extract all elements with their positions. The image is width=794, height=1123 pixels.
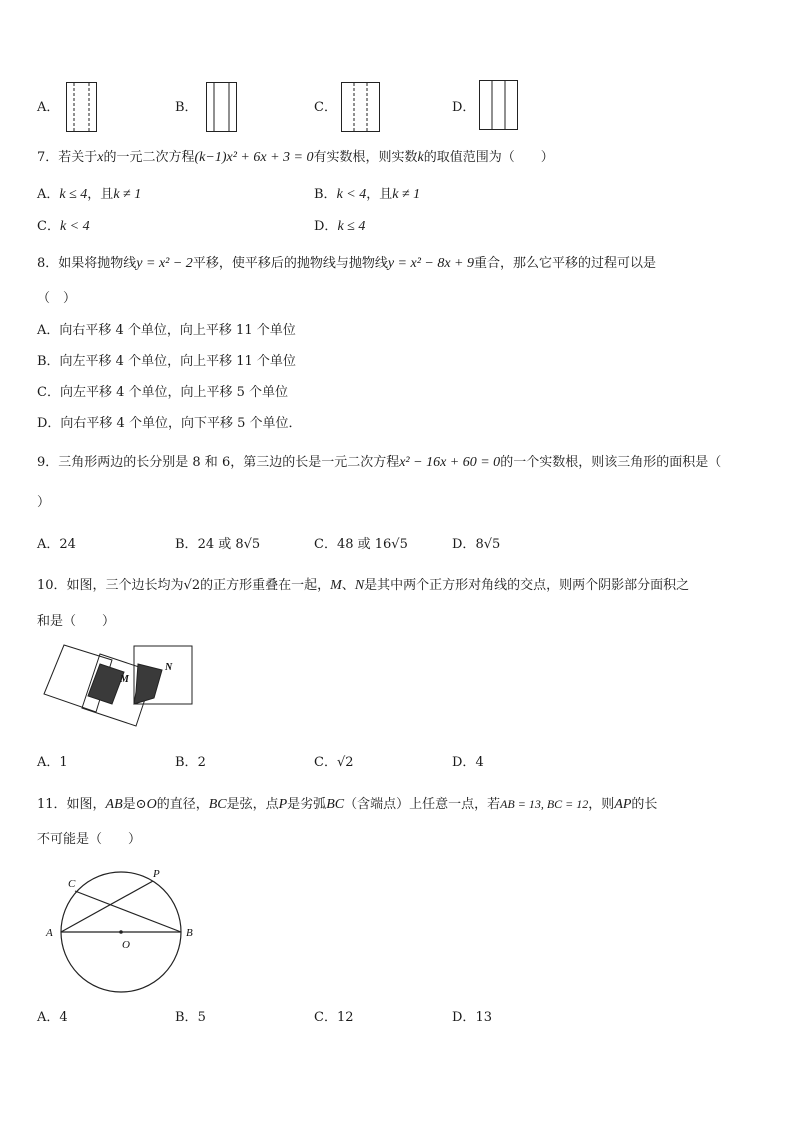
q6-option-b-figure[interactable] xyxy=(206,82,238,132)
q11-t1: 是⊙ xyxy=(122,797,147,812)
q8-option-d[interactable]: D．向右平移 4 个单位，向下平移 5 个单位． xyxy=(37,416,302,431)
q11-option-d-label: D． xyxy=(452,1010,476,1025)
q10-stem-post: 是其中两个正方形对角线的交点，则两个阴影部分面积之 xyxy=(364,578,690,593)
q9-option-a[interactable] xyxy=(37,536,76,554)
q9-option-d[interactable] xyxy=(452,536,500,554)
q11-option-c[interactable] xyxy=(314,1009,354,1027)
q11-stem-pre: 11．如图， xyxy=(37,797,106,812)
q11-arc-bc: BC xyxy=(326,797,345,812)
q10-var-m: M xyxy=(330,578,342,593)
q7-option-b-math2: k ≠ 1 xyxy=(392,187,421,202)
q6-option-a-figure[interactable] xyxy=(66,82,98,132)
q7-option-b[interactable] xyxy=(314,186,420,204)
q7-option-b-text: ，且 xyxy=(366,187,393,202)
q10-option-a-text: 1 xyxy=(59,755,68,770)
q11-var-p: P xyxy=(278,797,288,812)
q11-option-a[interactable] xyxy=(37,1009,68,1027)
q10-option-b[interactable] xyxy=(175,754,206,772)
q10-stem-mid: 的正方形重叠在一起， xyxy=(200,578,331,593)
q7-option-c-math: k < 4 xyxy=(59,219,90,234)
q11-option-c-label: C． xyxy=(314,1010,337,1025)
q8-eq1: y = x² − 2 xyxy=(136,256,193,271)
q11-var-bc: BC xyxy=(208,797,227,812)
q11-label-c: C xyxy=(68,878,76,890)
q11-figure xyxy=(40,866,210,1001)
q8-eq2: y = x² − 8x + 9 xyxy=(387,256,475,271)
q10-fig-label-m: M xyxy=(120,674,129,685)
q9-option-a-text: 24 xyxy=(59,537,76,552)
q10-option-a[interactable] xyxy=(37,754,68,772)
q11-t2: 的直径， xyxy=(156,797,209,812)
q11-t5: （含端点）上任意一点，若 xyxy=(344,797,501,812)
q10-shaded-region-left xyxy=(88,664,124,704)
q11-t6: ，则 xyxy=(588,797,615,812)
q10-stem-pre: 10．如图，三个边长均为 xyxy=(37,578,184,593)
q9-stem-pre: 9．三角形两边的长分别是 8 和 6，第三边的长是一元二次方程 xyxy=(37,455,400,470)
q7-stem xyxy=(37,149,554,167)
q7-option-c-label: C． xyxy=(37,219,60,234)
q11-option-a-text: 4 xyxy=(59,1010,68,1025)
q11-option-c-text: 12 xyxy=(336,1010,354,1025)
q10-option-d-label: D． xyxy=(452,755,476,770)
q10-sqrt2: √2 xyxy=(183,578,201,593)
q9-option-b[interactable] xyxy=(175,536,260,554)
q7-option-b-math: k < 4 xyxy=(336,187,367,202)
q9-stem xyxy=(37,454,721,472)
q11-stem-line2: 不可能是（ ） xyxy=(37,832,142,847)
q8-stem-pre: 8．如果将抛物线 xyxy=(37,256,137,271)
q10-option-b-text: 2 xyxy=(197,755,206,770)
q11-given: AB = 13, BC = 12 xyxy=(500,797,589,811)
q10-stem xyxy=(37,577,689,595)
q8-paren: （ ） xyxy=(37,291,77,306)
q11-t4: 是劣弧 xyxy=(287,797,327,812)
q10-option-d-text: 4 xyxy=(475,755,484,770)
q8-stem-mid: 平移，使平移后的抛物线与抛物线 xyxy=(192,256,388,271)
q9-equation: x² − 16x + 60 = 0 xyxy=(399,455,501,470)
q7-option-d[interactable] xyxy=(314,218,365,236)
q11-var-ap: AP xyxy=(614,797,632,812)
q11-stem xyxy=(37,795,657,814)
q7-option-b-label: B． xyxy=(314,187,337,202)
q6-option-d-figure[interactable] xyxy=(479,80,519,130)
q6-option-c-figure[interactable] xyxy=(341,82,381,132)
q7-option-a-label: A． xyxy=(37,187,60,202)
q10-var-n: N xyxy=(354,578,365,593)
q9-option-d-text: 8√5 xyxy=(475,537,501,552)
q7-var-x: x xyxy=(97,150,104,165)
q7-stem-mid2: 有实数根，则实数 xyxy=(313,150,418,165)
q8-stem-post: 重合，那么它平移的过程可以是 xyxy=(474,256,657,271)
q11-var-ab: AB xyxy=(105,797,123,812)
q9-option-c-text: 48 或 16√5 xyxy=(336,537,408,552)
q11-var-o: O xyxy=(146,797,157,812)
q11-option-d[interactable] xyxy=(452,1009,492,1027)
q7-var-k: k xyxy=(417,150,424,165)
q11-t7: 的长 xyxy=(631,797,658,812)
q9-option-c-label: C． xyxy=(314,537,337,552)
q6-option-a-label[interactable]: A． xyxy=(37,100,60,115)
q7-stem-mid: 的一元二次方程 xyxy=(103,150,195,165)
q9-option-b-text: 24 或 8√5 xyxy=(197,537,261,552)
q7-option-d-label: D． xyxy=(314,219,338,234)
q7-option-a-math2: k ≠ 1 xyxy=(113,187,142,202)
q10-shaded-region-right xyxy=(134,664,162,704)
q10-option-b-label: B． xyxy=(175,755,198,770)
q10-fig-label-n: N xyxy=(165,662,173,673)
q9-stem-post: 的一个实数根，则该三角形的面积是（ xyxy=(500,455,722,470)
q7-stem-pre: 7．若关于 xyxy=(37,150,98,165)
q8-option-c[interactable]: C．向左平移 4 个单位，向上平移 5 个单位 xyxy=(37,385,289,400)
q7-stem-post: 的取值范围为（ ） xyxy=(423,150,554,165)
q11-chord-bc xyxy=(75,891,181,932)
q11-option-b-text: 5 xyxy=(197,1010,206,1025)
q11-label-b: B xyxy=(186,927,193,939)
q7-option-d-math: k ≤ 4 xyxy=(337,219,366,234)
q6-option-c-label[interactable]: C． xyxy=(314,100,337,115)
q11-label-a: A xyxy=(46,927,53,939)
q11-label-o: O xyxy=(122,939,130,951)
q8-stem xyxy=(37,255,656,273)
q9-option-d-label: D． xyxy=(452,537,476,552)
q10-stem-line2: 和是（ ） xyxy=(37,614,116,629)
q11-option-b-label: B． xyxy=(175,1010,198,1025)
q9-option-c[interactable] xyxy=(314,536,408,554)
q7-option-a-math: k ≤ 4 xyxy=(59,187,88,202)
q9-option-a-label: A． xyxy=(37,537,60,552)
q11-option-a-label: A． xyxy=(37,1010,60,1025)
q8-option-b[interactable]: B．向左平移 4 个单位，向上平移 11 个单位 xyxy=(37,354,296,369)
q11-center-point xyxy=(119,930,123,934)
q10-sep: 、 xyxy=(341,578,355,593)
q11-option-d-text: 13 xyxy=(475,1010,492,1025)
q7-option-a[interactable] xyxy=(37,186,141,204)
q9-close-paren: ） xyxy=(37,495,51,510)
q10-option-c-label: C． xyxy=(314,755,337,770)
q9-option-b-label: B． xyxy=(175,537,198,552)
q7-equation: (k−1)x² + 6x + 3 = 0 xyxy=(194,150,314,165)
q10-option-c[interactable] xyxy=(314,754,354,772)
q10-figure xyxy=(40,642,195,732)
q11-label-p: P xyxy=(153,868,160,880)
q10-option-a-label: A． xyxy=(37,755,60,770)
q6-option-d-label[interactable]: D． xyxy=(452,100,476,115)
q11-option-b[interactable] xyxy=(175,1009,206,1027)
q7-option-a-text: ，且 xyxy=(87,187,114,202)
q7-option-c[interactable] xyxy=(37,218,90,236)
q10-option-d[interactable] xyxy=(452,754,484,772)
q8-option-a[interactable]: A．向右平移 4 个单位，向上平移 11 个单位 xyxy=(37,323,296,338)
q11-t3: 是弦，点 xyxy=(226,797,279,812)
q6-option-b-label[interactable]: B． xyxy=(175,100,198,115)
q10-option-c-text: √2 xyxy=(336,755,354,770)
